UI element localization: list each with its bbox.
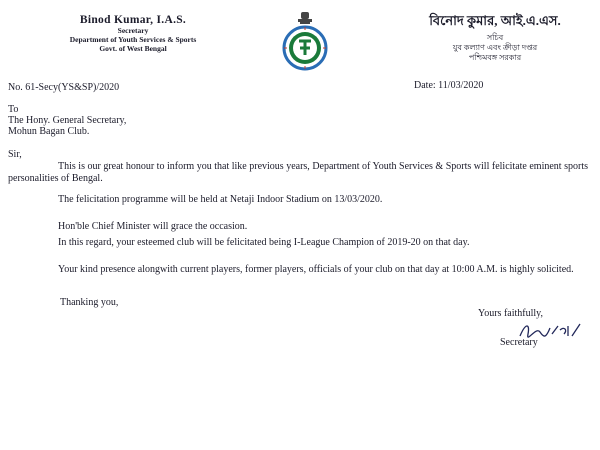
paragraph — [8, 264, 588, 276]
signatory-designation: Secretary — [500, 337, 538, 348]
sender-department: Department of Youth Services & Sports — [69, 35, 197, 44]
ashoka-pillar-icon — [298, 12, 312, 24]
sender-header-english — [18, 14, 248, 53]
letter-date: Date: 11/03/2020 — [414, 80, 484, 91]
thanking-line: Thanking you, — [60, 297, 119, 308]
paragraph — [8, 194, 588, 206]
to-label: To — [8, 104, 19, 115]
recipient-title: The Hony. General Secretary, — [8, 115, 127, 126]
paragraph — [8, 221, 588, 233]
reference-number: No. 61-Secy(YS&SP)/2020 — [8, 82, 120, 93]
paragraph — [8, 237, 588, 249]
government-emblem-icon — [275, 10, 335, 72]
sender-name-bengali: বিনোদ কুমার, আই.এ.এস. — [429, 13, 561, 28]
paragraph — [8, 161, 588, 184]
closing-line: Yours faithfully, — [478, 308, 544, 319]
sender-designation: Secretary — [117, 26, 149, 35]
paragraph-text: Your kind presence alongwith current players, former players, officials of your club on that day at 10:00 A.M. is highly solicited. — [58, 264, 574, 275]
paragraph-text: The felicitation programme will be held at Netaji Indoor Stadium on 13/03/2020. — [58, 194, 383, 205]
sender-designation-bengali: সচিব — [486, 33, 504, 42]
sender-department-bengali: যুব কল্যাণ এবং ক্রীড়া দপ্তর — [452, 43, 538, 52]
recipient-block — [8, 104, 126, 137]
recipient-organization: Mohun Bagan Club. — [8, 126, 90, 137]
sender-government-bengali: পশ্চিমবঙ্গ সরকার — [468, 53, 522, 62]
salutation: Sir, — [8, 149, 22, 160]
paragraph-text: Hon'ble Chief Minister will grace the occasion. — [58, 221, 248, 232]
paragraph-text: In this regard, your esteemed club will be felicitated being I-League Champion of 2019-20 on that day. — [58, 237, 470, 248]
sender-name: Binod Kumar, I.A.S. — [79, 14, 187, 26]
paragraph-text: This is our great honour to inform you that like previous years, Department of Youth Services & Sports will felicitate eminent sports personalities of Bengal. — [8, 161, 588, 184]
sender-header-bengali — [405, 12, 585, 63]
sender-government: Govt. of West Bengal — [99, 44, 167, 53]
